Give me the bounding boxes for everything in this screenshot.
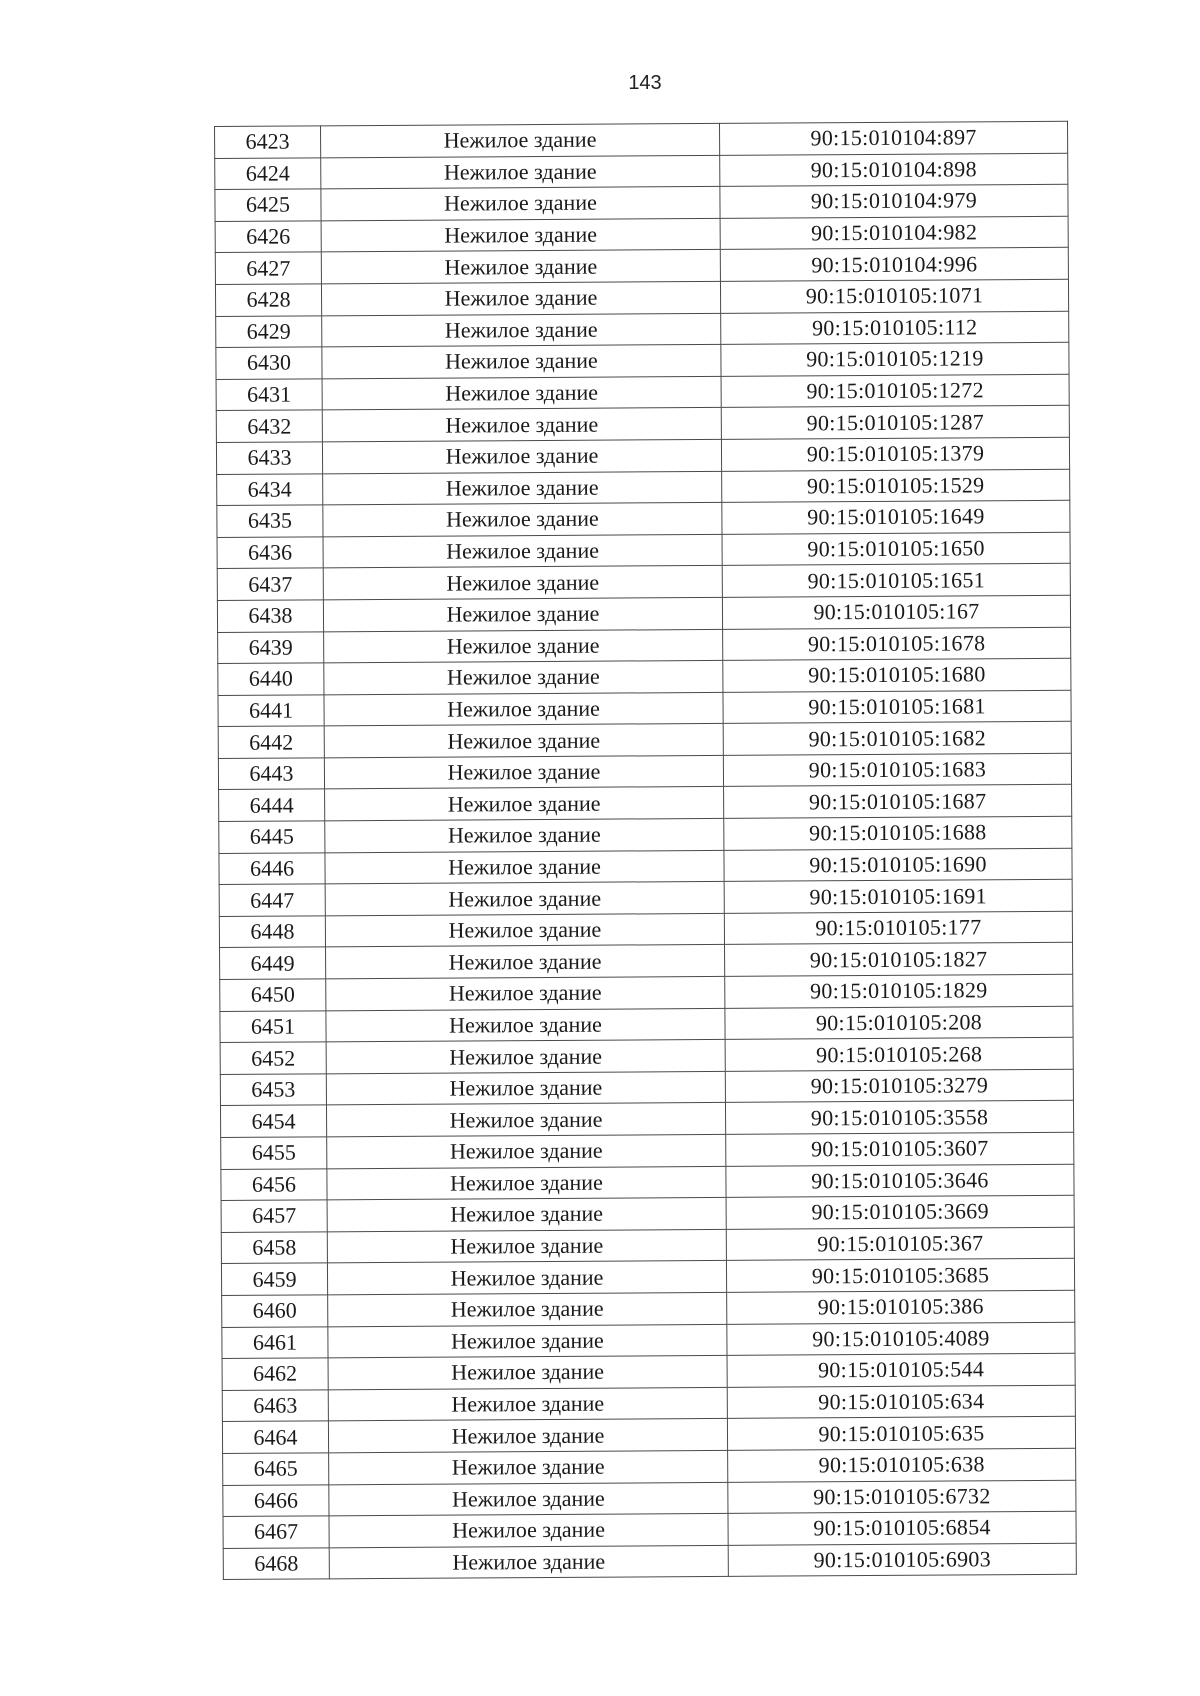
object-type-cell: Нежилое здание [325,787,724,821]
cadastral-number-cell: 90:15:010104:898 [720,153,1068,187]
table-row [215,121,1068,158]
cadastral-number-cell: 90:15:010105:544 [727,1353,1075,1387]
object-type-cell: Нежилое здание [329,1545,728,1579]
object-type-cell: Нежилое здание [324,724,723,758]
object-type-cell: Нежилое здание [325,850,724,884]
object-type-cell: Нежилое здание [328,1356,727,1390]
row-number-cell: 6458 [221,1232,327,1264]
row-number-cell: 6460 [222,1295,328,1327]
cadastral-number-cell: 90:15:010105:1651 [722,564,1070,598]
table-row [215,248,1068,285]
row-number-cell: 6433 [216,442,322,474]
table-row [217,595,1070,632]
row-number-cell: 6451 [220,1010,326,1042]
row-number-cell: 6429 [216,315,322,347]
cadastral-number-cell: 90:15:010105:3558 [725,1101,1073,1135]
row-number-cell: 6423 [215,126,321,158]
row-number-cell: 6448 [219,916,325,948]
row-number-cell: 6446 [219,852,325,884]
row-number-cell: 6456 [221,1168,327,1200]
cadastral-number-cell: 90:15:010104:996 [720,248,1068,282]
row-number-cell: 6457 [221,1200,327,1232]
cadastral-number-cell: 90:15:010105:1688 [724,816,1072,850]
row-number-cell: 6438 [217,600,323,632]
row-number-cell: 6428 [215,284,321,316]
object-type-cell: Нежилое здание [322,345,721,379]
cadastral-number-cell: 90:15:010105:1683 [723,753,1071,787]
table-row [222,1385,1075,1422]
object-type-cell: Нежилое здание [329,1482,728,1516]
table-row [222,1290,1075,1327]
table-row [216,342,1069,379]
cadastral-number-cell: 90:15:010105:268 [725,1037,1073,1071]
row-number-cell: 6450 [220,979,326,1011]
row-number-cell: 6455 [221,1137,327,1169]
row-number-cell: 6464 [222,1421,328,1453]
cadastral-number-cell: 90:15:010105:1649 [722,500,1070,534]
table-row [220,1069,1073,1106]
table-row [220,1006,1073,1043]
object-type-cell: Нежилое здание [326,1071,725,1105]
object-type-cell: Нежилое здание [324,755,723,789]
cadastral-number-cell: 90:15:010105:208 [725,1006,1073,1040]
cadastral-number-cell: 90:15:010105:6903 [728,1543,1076,1577]
row-number-cell: 6459 [221,1263,327,1295]
row-number-cell: 6449 [220,947,326,979]
cadastral-number-cell: 90:15:010105:1681 [723,690,1071,724]
table-row [222,1322,1075,1359]
cadastral-number-cell: 90:15:010104:982 [720,216,1068,250]
object-type-cell: Нежилое здание [326,1040,725,1074]
table-row [219,848,1072,885]
table-row [217,564,1070,601]
object-type-cell: Нежилое здание [325,882,724,916]
row-number-cell: 6434 [217,473,323,505]
object-type-cell: Нежилое здание [323,597,722,631]
table-row [216,437,1069,474]
row-number-cell: 6453 [220,1074,326,1106]
table-row [221,1227,1074,1264]
registry-table-container [214,121,1073,1580]
row-number-cell: 6440 [218,663,324,695]
object-type-cell: Нежилое здание [326,1008,725,1042]
row-number-cell: 6437 [217,568,323,600]
row-number-cell: 6452 [220,1042,326,1074]
cadastral-number-cell: 90:15:010105:1219 [721,342,1069,376]
row-number-cell: 6461 [222,1326,328,1358]
table-row [217,532,1070,569]
table-row [220,943,1073,980]
cadastral-number-cell: 90:15:010105:638 [728,1448,1076,1482]
object-type-cell: Нежилое здание [321,250,720,284]
table-row [215,216,1068,253]
row-number-cell: 6462 [222,1358,328,1390]
cadastral-number-cell: 90:15:010105:635 [727,1417,1075,1451]
row-number-cell: 6435 [217,505,323,537]
cadastral-number-cell: 90:15:010105:3669 [726,1195,1074,1229]
object-type-cell: Нежилое здание [326,945,725,979]
row-number-cell: 6442 [218,726,324,758]
table-row [215,279,1068,316]
page-number: 143 [628,72,662,94]
row-number-cell: 6444 [219,789,325,821]
table-row [221,1195,1074,1232]
row-number-cell: 6465 [223,1453,329,1485]
table-row [220,1037,1073,1074]
object-type-cell: Нежилое здание [324,692,723,726]
cadastral-number-cell: 90:15:010105:1071 [720,279,1068,313]
table-row [215,153,1068,190]
object-type-cell: Нежилое здание [325,818,724,852]
cadastral-number-cell: 90:15:010105:1682 [723,722,1071,756]
table-row [223,1511,1076,1548]
row-number-cell: 6454 [220,1105,326,1137]
row-number-cell: 6426 [215,221,321,253]
cadastral-number-cell: 90:15:010105:386 [727,1290,1075,1324]
object-type-cell: Нежилое здание [321,187,720,221]
row-number-cell: 6467 [223,1516,329,1548]
cadastral-number-cell: 90:15:010105:6732 [728,1480,1076,1514]
object-type-cell: Нежилое здание [322,408,721,442]
row-number-cell: 6439 [218,631,324,663]
object-type-cell: Нежилое здание [323,566,722,600]
cadastral-number-cell: 90:15:010105:1827 [725,943,1073,977]
table-row [219,911,1072,948]
row-number-cell: 6468 [223,1548,329,1580]
object-type-cell: Нежилое здание [328,1324,727,1358]
table-row [216,311,1069,348]
object-type-cell: Нежилое здание [326,976,725,1010]
cadastral-number-cell: 90:15:010104:979 [720,184,1068,218]
cadastral-number-cell: 90:15:010105:1829 [725,974,1073,1008]
table-row [222,1417,1075,1454]
object-type-cell: Нежилое здание [329,1514,728,1548]
cadastral-number-cell: 90:15:010105:112 [721,311,1069,345]
table-row [218,690,1071,727]
table-row [220,1101,1073,1138]
table-row [219,816,1072,853]
cadastral-number-cell: 90:15:010105:634 [727,1385,1075,1419]
table-row [218,658,1071,695]
table-row [221,1132,1074,1169]
table-row [219,785,1072,822]
object-type-cell: Нежилое здание [321,281,720,315]
object-type-cell: Нежилое здание [321,155,720,189]
cadastral-number-cell: 90:15:010105:6854 [728,1511,1076,1545]
cadastral-number-cell: 90:15:010105:1680 [723,658,1071,692]
cadastral-number-cell: 90:15:010105:3646 [726,1164,1074,1198]
cadastral-number-cell: 90:15:010105:1691 [724,880,1072,914]
object-type-cell: Нежилое здание [324,660,723,694]
table-row [215,184,1068,221]
object-type-cell: Нежилое здание [327,1229,726,1263]
object-type-cell: Нежилое здание [328,1419,727,1453]
object-type-cell: Нежилое здание [321,123,720,157]
object-type-cell: Нежилое здание [325,913,724,947]
table-row [221,1259,1074,1296]
cadastral-number-cell: 90:15:010105:367 [726,1227,1074,1261]
registry-table-body [215,121,1077,1579]
row-number-cell: 6443 [218,758,324,790]
object-type-cell: Нежилое здание [327,1261,726,1295]
object-type-cell: Нежилое здание [323,534,722,568]
row-number-cell: 6463 [222,1390,328,1422]
table-row [216,406,1069,443]
cadastral-number-cell: 90:15:010105:3279 [725,1069,1073,1103]
table-row [222,1353,1075,1390]
table-row [223,1448,1076,1485]
table-row [216,374,1069,411]
object-type-cell: Нежилое здание [327,1166,726,1200]
cadastral-number-cell: 90:15:010105:1687 [724,785,1072,819]
object-type-cell: Нежилое здание [322,439,721,473]
table-row [218,722,1071,759]
object-type-cell: Нежилое здание [327,1134,726,1168]
object-type-cell: Нежилое здание [329,1450,728,1484]
object-type-cell: Нежилое здание [321,218,720,252]
cadastral-number-cell: 90:15:010105:1690 [724,848,1072,882]
table-row [217,500,1070,537]
row-number-cell: 6436 [217,537,323,569]
cadastral-number-cell: 90:15:010105:167 [722,595,1070,629]
row-number-cell: 6447 [219,884,325,916]
object-type-cell: Нежилое здание [322,376,721,410]
object-type-cell: Нежилое здание [323,503,722,537]
object-type-cell: Нежилое здание [326,1103,725,1137]
object-type-cell: Нежилое здание [324,629,723,663]
cadastral-number-cell: 90:15:010105:3685 [726,1259,1074,1293]
table-row [219,880,1072,917]
registry-table [214,121,1077,1581]
row-number-cell: 6427 [215,252,321,284]
cadastral-number-cell: 90:15:010105:177 [724,911,1072,945]
table-row [218,753,1071,790]
cadastral-number-cell: 90:15:010105:4089 [727,1322,1075,1356]
table-row [218,627,1071,664]
object-type-cell: Нежилое здание [327,1198,726,1232]
cadastral-number-cell: 90:15:010105:1650 [722,532,1070,566]
row-number-cell: 6432 [216,410,322,442]
table-row [217,469,1070,506]
object-type-cell: Нежилое здание [322,313,721,347]
cadastral-number-cell: 90:15:010105:1287 [721,406,1069,440]
row-number-cell: 6441 [218,695,324,727]
row-number-cell: 6466 [223,1484,329,1516]
row-number-cell: 6430 [216,347,322,379]
table-row [220,974,1073,1011]
cadastral-number-cell: 90:15:010105:1529 [722,469,1070,503]
table-row [223,1543,1076,1580]
row-number-cell: 6424 [215,157,321,189]
row-number-cell: 6431 [216,379,322,411]
cadastral-number-cell: 90:15:010105:3607 [726,1132,1074,1166]
object-type-cell: Нежилое здание [328,1292,727,1326]
table-row [223,1480,1076,1517]
object-type-cell: Нежилое здание [323,471,722,505]
object-type-cell: Нежилое здание [328,1387,727,1421]
cadastral-number-cell: 90:15:010105:1272 [721,374,1069,408]
cadastral-number-cell: 90:15:010105:1678 [723,627,1071,661]
row-number-cell: 6425 [215,189,321,221]
cadastral-number-cell: 90:15:010104:897 [719,121,1067,155]
cadastral-number-cell: 90:15:010105:1379 [721,437,1069,471]
row-number-cell: 6445 [219,821,325,853]
table-row [221,1164,1074,1201]
